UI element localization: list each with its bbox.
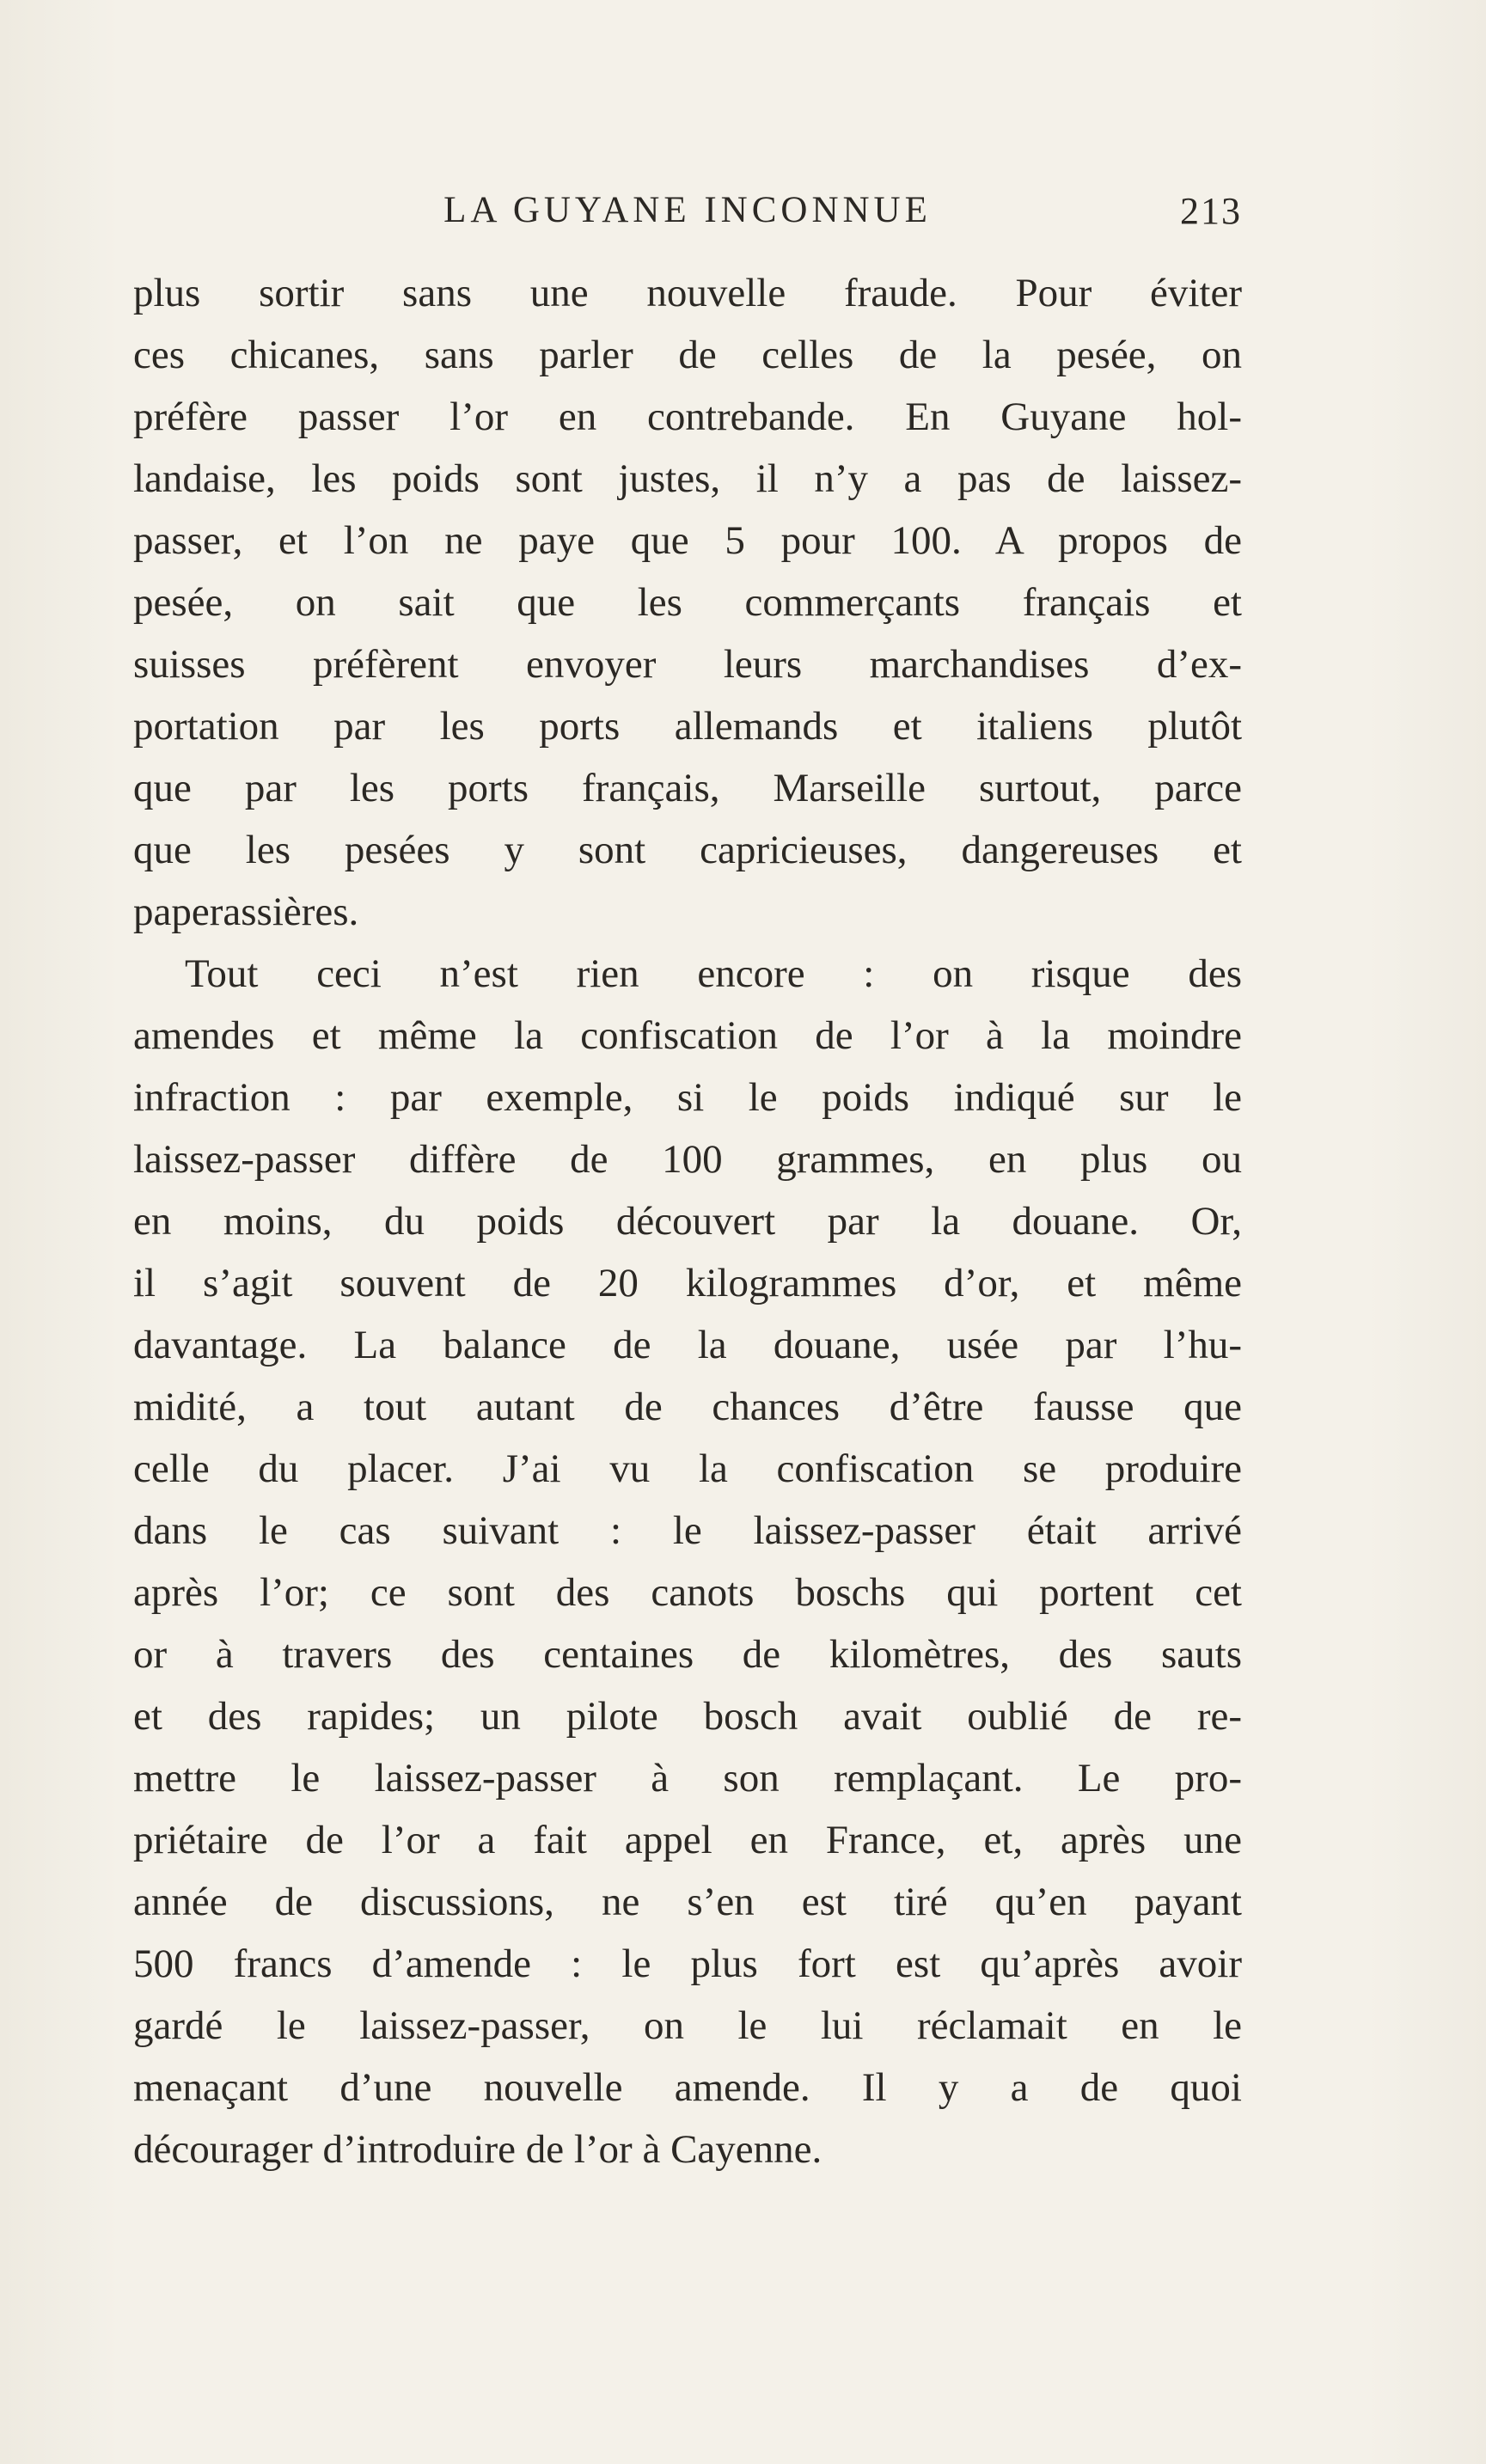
text-line: préfère passer l’or en contrebande. En Guyane hol-: [133, 394, 1242, 439]
text-line: que par les ports français, Marseille surtout, parce: [133, 766, 1242, 810]
text-line: portation par les ports allemands et italiens plutôt: [133, 704, 1242, 749]
paragraph-2: [133, 943, 1242, 2180]
text-line: infraction : par exemple, si le poids indiqué sur le: [133, 1075, 1242, 1120]
text-line: année de discussions, ne s’en est tiré qu’en payant: [133, 1880, 1242, 1924]
text-line: suisses préfèrent envoyer leurs marchandises d’ex-: [133, 642, 1242, 687]
text-line: il s’agit souvent de 20 kilogrammes d’or, et même: [133, 1261, 1242, 1305]
text-line: ces chicanes, sans parler de celles de la pesée, on: [133, 333, 1242, 377]
text-line: celle du placer. J’ai vu la confiscation se produire: [133, 1446, 1242, 1491]
text-line: plus sortir sans une nouvelle fraude. Pour éviter: [133, 271, 1242, 315]
text-line: menaçant d’une nouvelle amende. Il y a de quoi: [133, 2065, 1242, 2110]
text-line: mettre le laissez-passer à son remplaçant. Le pro-: [133, 1756, 1242, 1801]
text-line: et des rapides; un pilote bosch avait oublié de re-: [133, 1694, 1242, 1739]
running-title: LA GUYANE INCONNUE: [443, 190, 932, 230]
text-line: en moins, du poids découvert par la douane. Or,: [133, 1199, 1242, 1244]
text-line: landaise, les poids sont justes, il n’y a pas de laissez-: [133, 456, 1242, 501]
text-line: midité, a tout autant de chances d’être fausse que: [133, 1385, 1242, 1429]
text-line: davantage. La balance de la douane, usée par l’hu-: [133, 1323, 1242, 1367]
text-line: Tout ceci n’est rien encore : on risque des: [185, 951, 1242, 996]
text-line: décourager d’introduire de l’or à Cayenne.: [133, 2127, 822, 2172]
page-number: 213: [1180, 190, 1242, 232]
text-line: laissez-passer diffère de 100 grammes, en plus ou: [133, 1137, 1242, 1182]
text-line: que les pesées y sont capricieuses, dangereuses et: [133, 828, 1242, 872]
page-header: [133, 187, 1242, 239]
text-line: dans le cas suivant : le laissez-passer était arrivé: [133, 1508, 1242, 1553]
body-text: [133, 262, 1242, 2180]
text-line: 500 francs d’amende : le plus fort est qu’après avoir: [133, 1941, 1242, 1986]
text-line: pesée, on sait que les commerçants français et: [133, 580, 1242, 625]
text-line: or à travers des centaines de kilomètres, des sauts: [133, 1632, 1242, 1677]
text-line: passer, et l’on ne paye que 5 pour 100. A propos de: [133, 518, 1242, 563]
text-line: après l’or; ce sont des canots boschs qui portent cet: [133, 1570, 1242, 1615]
text-line: priétaire de l’or a fait appel en France, et, après une: [133, 1818, 1242, 1862]
text-line: gardé le laissez-passer, on le lui réclamait en le: [133, 2003, 1242, 2048]
text-line: paperassières.: [133, 890, 359, 934]
paragraph-1: [133, 262, 1242, 943]
text-line: amendes et même la confiscation de l’or à la moindre: [133, 1013, 1242, 1058]
